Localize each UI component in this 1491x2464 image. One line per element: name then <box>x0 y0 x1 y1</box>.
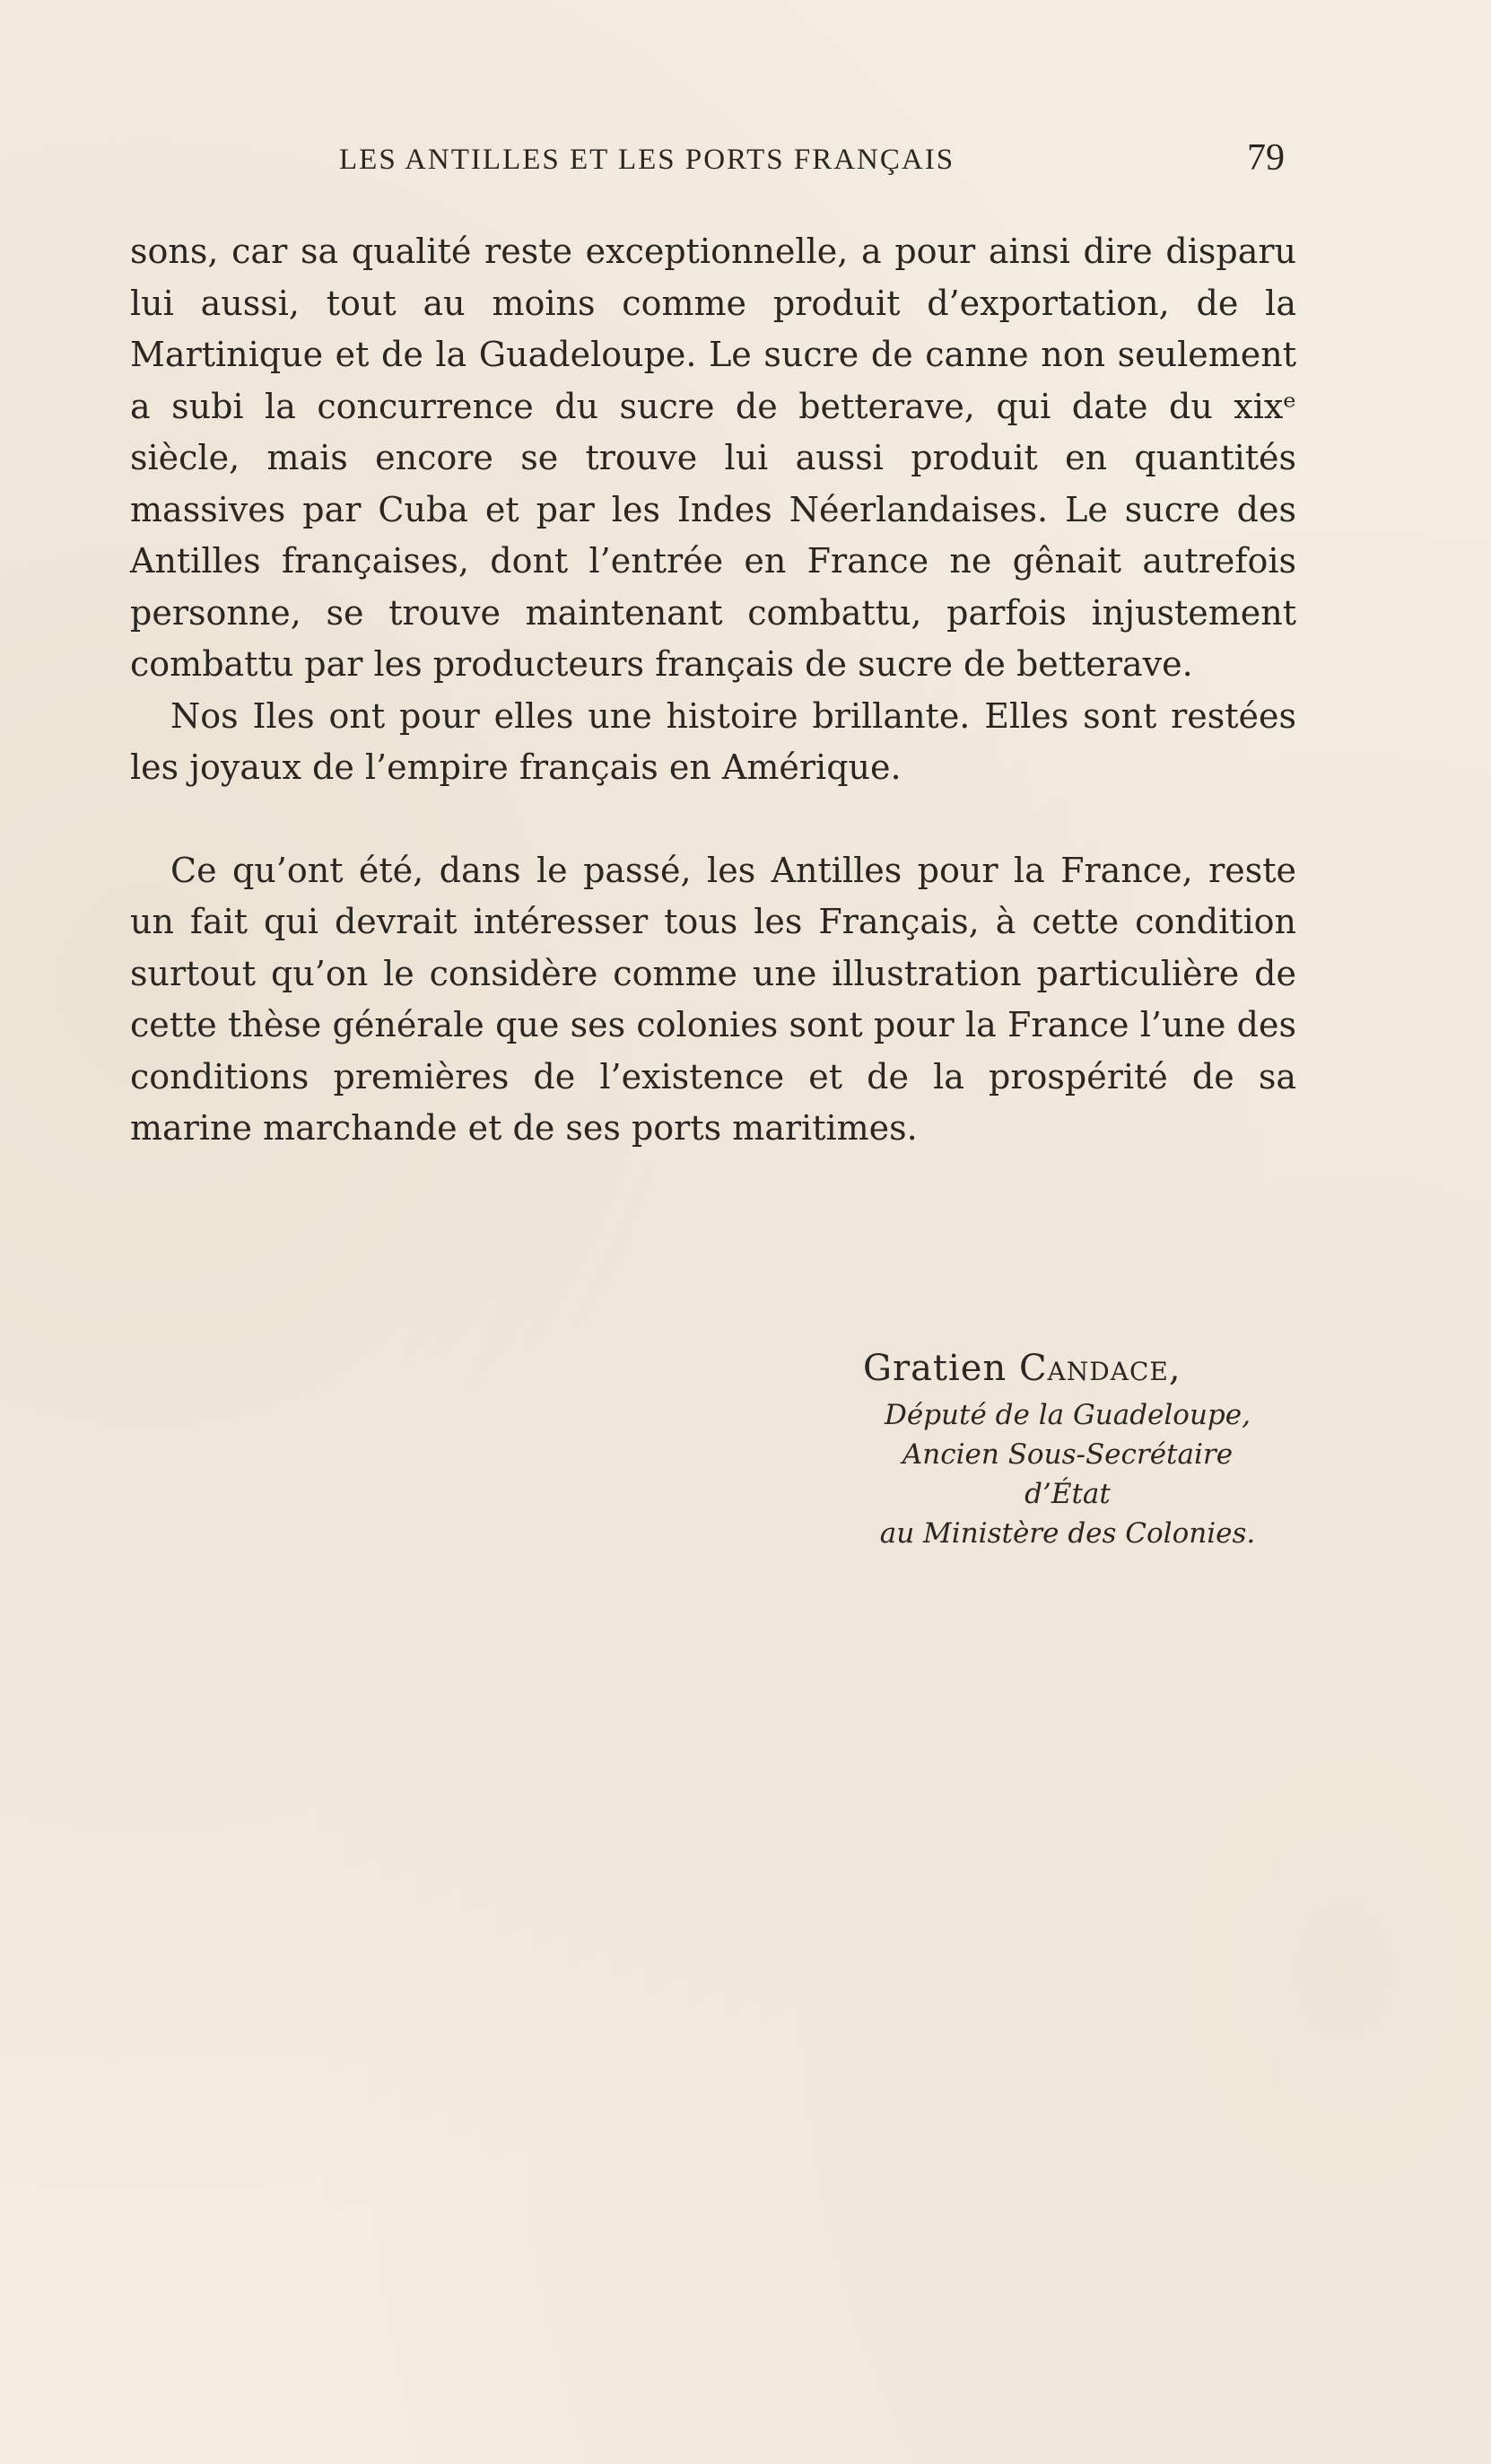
body-text <box>130 226 1296 1155</box>
paragraph: Ce qu’ont été, dans le passé, les Antilles pour la France, reste un fait qui devrait intéresser tous les Français, à cette condition surtout qu’on le considère comme une illustration particulière de cette thèse générale que ses colonies sont pour la France l’une des conditions premières de l’existence et de la prospérité de sa marine marchande et de ses ports maritimes. <box>130 850 1296 1148</box>
signature-block <box>861 1341 1310 1553</box>
running-head: LES ANTILLES ET LES PORTS FRANÇAIS <box>339 144 955 176</box>
page-number: 79 <box>1247 137 1285 179</box>
paragraph: Nos Iles ont pour elles une histoire brillante. Elles sont restées les joyaux de l’empire français en Amérique. <box>130 695 1296 787</box>
paragraph-continued: sons, car sa qualité reste exceptionnelle, a pour ainsi dire disparu lui aussi, tout au moins comme produit d’exportation, de la Martinique et de la Guadeloupe. Le sucre de canne non seulement a subi la concurrence du sucre de betterave, qui date du xixᵉ siècle, mais encore se trouve lui aussi produit en quantités massives par Cuba et par les Indes Néerlandaises. Le sucre des Antilles françaises, dont l’entrée en France ne gênait autrefois personne, se trouve maintenant combattu, parfois injustement combattu par les producteurs français de sucre de betterave. <box>130 232 1296 684</box>
author-first-name: Gratien <box>863 1348 1007 1389</box>
author-name <box>863 1341 1310 1395</box>
author-title-line: Député de la Guadeloupe, <box>885 1399 1251 1431</box>
author-title-line: au Ministère des Colonies. <box>879 1517 1256 1550</box>
author-title-line: Ancien Sous-Secrétaire d’État <box>902 1438 1234 1510</box>
author-surname: Candace, <box>1018 1348 1181 1389</box>
